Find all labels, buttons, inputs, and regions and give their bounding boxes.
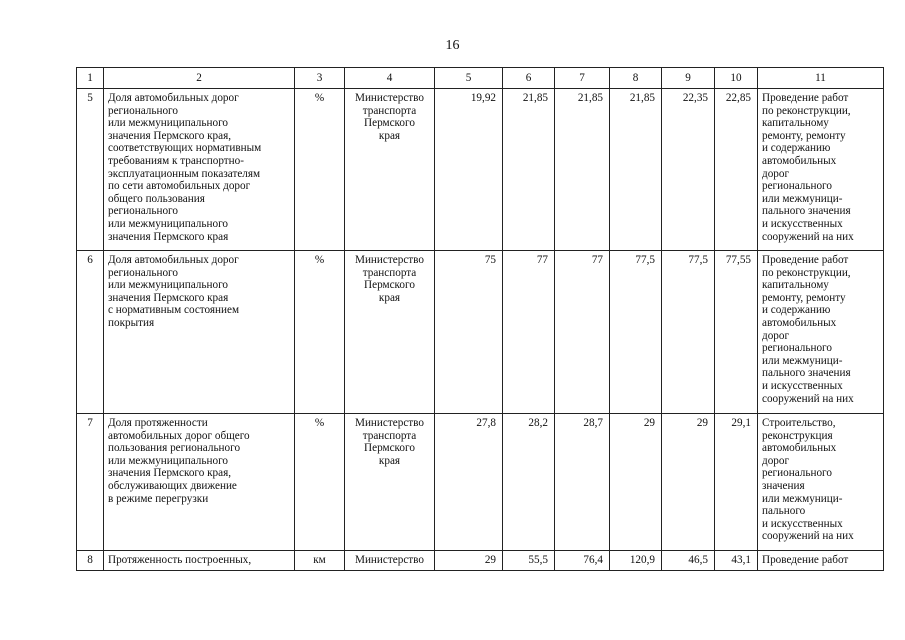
row-number: 5: [77, 89, 104, 251]
value-cell: 29,1: [715, 414, 758, 551]
indicator-name: Доля протяженности автомобильных дорог общего пользования регионального или межмуниципального значения Пермского края, обслуживающих движение в режиме перегрузки: [104, 414, 295, 551]
row-number: 8: [77, 551, 104, 571]
executor-cell: Министерство транспорта Пермского края: [345, 414, 435, 551]
header-cell: 5: [435, 68, 503, 89]
indicator-name: Протяженность построенных,: [104, 551, 295, 571]
unit-cell: %: [295, 414, 345, 551]
value-cell: 29: [662, 414, 715, 551]
table-header-row: [77, 68, 884, 89]
header-cell: 6: [503, 68, 555, 89]
value-cell: 76,4: [555, 551, 610, 571]
value-cell: 22,35: [662, 89, 715, 251]
value-cell: 55,5: [503, 551, 555, 571]
table-row: [77, 251, 884, 414]
value-cell: 77: [555, 251, 610, 414]
header-cell: 2: [104, 68, 295, 89]
unit-cell: км: [295, 551, 345, 571]
measures-cell: Проведение работ по реконструкции, капитальному ремонту, ремонту и содержанию автомобильных дорог регионального или межмуници- пального значения и искусственных сооружений на них: [758, 251, 884, 414]
value-cell: 21,85: [503, 89, 555, 251]
table-row: [77, 89, 884, 251]
value-cell: 77,55: [715, 251, 758, 414]
value-cell: 28,7: [555, 414, 610, 551]
header-cell: 11: [758, 68, 884, 89]
measures-cell: Проведение работ по реконструкции, капитальному ремонту, ремонту и содержанию автомобильных дорог регионального или межмуници- пального значения и искусственных сооружений на них: [758, 89, 884, 251]
header-cell: 3: [295, 68, 345, 89]
indicators-table: [76, 67, 884, 571]
indicator-name: Доля автомобильных дорог регионального или межмуниципального значения Пермского края с нормативным состоянием покрытия: [104, 251, 295, 414]
unit-cell: %: [295, 89, 345, 251]
unit-cell: %: [295, 251, 345, 414]
value-cell: 77,5: [610, 251, 662, 414]
value-cell: 75: [435, 251, 503, 414]
value-cell: 21,85: [610, 89, 662, 251]
value-cell: 120,9: [610, 551, 662, 571]
header-cell: 8: [610, 68, 662, 89]
measures-cell: Строительство, реконструкция автомобильных дорог регионального значения или межмуници- пального и искусственных сооружений на них: [758, 414, 884, 551]
value-cell: 19,92: [435, 89, 503, 251]
value-cell: 27,8: [435, 414, 503, 551]
executor-cell: Министерство транспорта Пермского края: [345, 89, 435, 251]
header-cell: 1: [77, 68, 104, 89]
value-cell: 28,2: [503, 414, 555, 551]
value-cell: 21,85: [555, 89, 610, 251]
value-cell: 77,5: [662, 251, 715, 414]
value-cell: 22,85: [715, 89, 758, 251]
executor-cell: Министерство: [345, 551, 435, 571]
row-number: 7: [77, 414, 104, 551]
value-cell: 29: [435, 551, 503, 571]
header-cell: 7: [555, 68, 610, 89]
header-cell: 10: [715, 68, 758, 89]
table-row: [77, 551, 884, 571]
header-cell: 9: [662, 68, 715, 89]
header-cell: 4: [345, 68, 435, 89]
page-number: 16: [445, 38, 460, 53]
value-cell: 77: [503, 251, 555, 414]
table-row: [77, 414, 884, 551]
row-number: 6: [77, 251, 104, 414]
value-cell: 43,1: [715, 551, 758, 571]
measures-cell: Проведение работ: [758, 551, 884, 571]
value-cell: 46,5: [662, 551, 715, 571]
indicator-name: Доля автомобильных дорог регионального или межмуниципального значения Пермского края, соответствующих нормативным требованиям к транспортно- эксплуатационным показателям по сети автомобильных дорог общего пользования регионального или межмуниципального значения Пермского края: [104, 89, 295, 251]
value-cell: 29: [610, 414, 662, 551]
executor-cell: Министерство транспорта Пермского края: [345, 251, 435, 414]
